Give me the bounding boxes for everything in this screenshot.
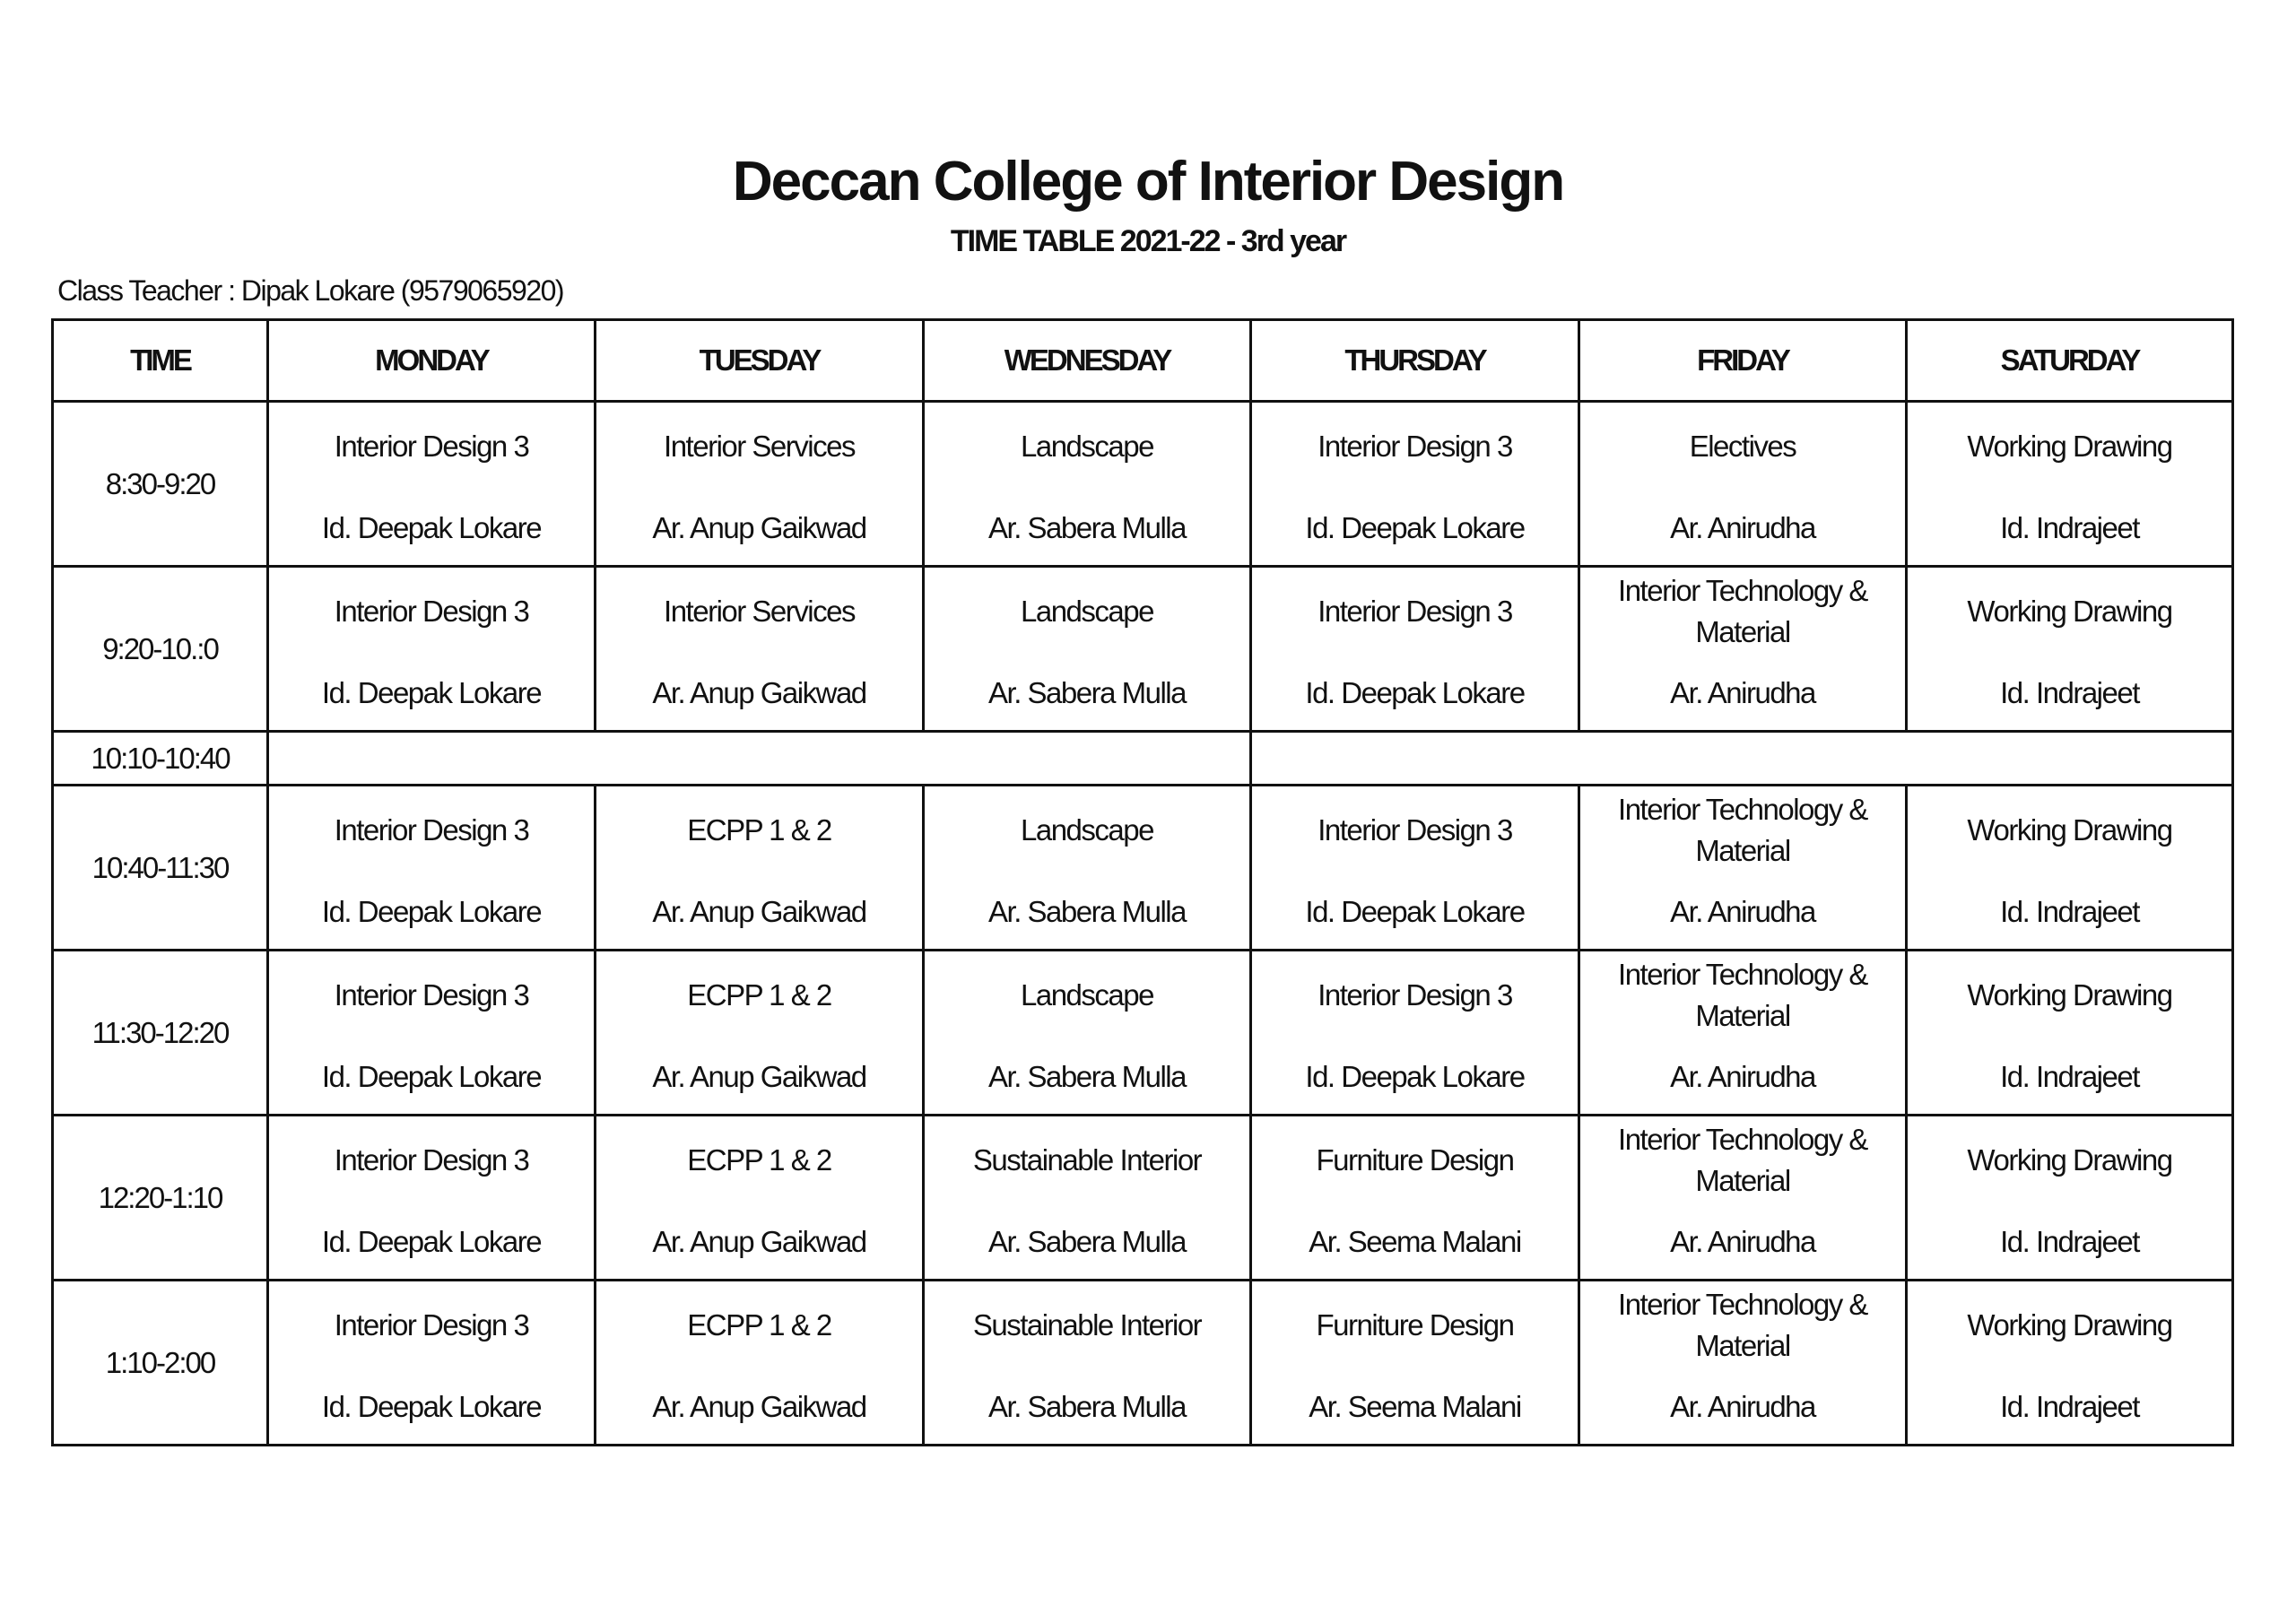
class-cell	[924, 402, 1251, 567]
subject: Interior Design 3	[1318, 812, 1512, 847]
class-cell	[596, 402, 924, 567]
faculty: Ar. Sabera Mulla	[988, 1060, 1186, 1093]
faculty: Id. Indrajeet	[2000, 1060, 2139, 1093]
faculty: Id. Deepak Lokare	[321, 511, 542, 544]
faculty: Id. Deepak Lokare	[321, 1390, 542, 1423]
time-slot: 1:10-2:00	[53, 1281, 268, 1446]
subject: Interior Technology & Material	[1618, 1287, 1867, 1362]
class-cell	[268, 951, 596, 1116]
break-cell	[1251, 732, 2233, 786]
subject: Landscape	[1021, 429, 1153, 463]
subject: Interior Design 3	[1318, 429, 1512, 463]
faculty: Ar. Anirudha	[1670, 1225, 1815, 1258]
subject: Interior Design 3	[334, 812, 529, 847]
faculty: Ar. Anirudha	[1670, 1390, 1815, 1423]
faculty: Ar. Anup Gaikwad	[652, 676, 866, 709]
faculty: Ar. Anup Gaikwad	[652, 511, 866, 544]
break-cell	[268, 732, 1251, 786]
faculty: Ar. Anirudha	[1670, 895, 1815, 928]
class-cell	[596, 1281, 924, 1446]
col-header-wednesday: WEDNESDAY	[924, 320, 1251, 402]
faculty: Ar. Sabera Mulla	[988, 1390, 1186, 1423]
subject: ECPP 1 & 2	[687, 1142, 831, 1177]
table-row	[53, 786, 2233, 951]
class-cell	[924, 1116, 1251, 1281]
subject: Interior Design 3	[334, 977, 529, 1012]
time-slot: 8:30-9:20	[53, 402, 268, 567]
class-cell	[1907, 1116, 2233, 1281]
subject: Interior Technology & Material	[1618, 957, 1867, 1032]
subject: Interior Technology & Material	[1618, 792, 1867, 867]
faculty: Id. Indrajeet	[2000, 895, 2139, 928]
class-cell	[1251, 786, 1579, 951]
faculty: Ar. Sabera Mulla	[988, 511, 1186, 544]
faculty: Id. Indrajeet	[2000, 676, 2139, 709]
subject: Furniture Design	[1316, 1307, 1514, 1342]
subject: ECPP 1 & 2	[687, 977, 831, 1012]
subject: Landscape	[1021, 812, 1153, 847]
class-cell	[1907, 951, 2233, 1116]
timetable	[51, 318, 2234, 1446]
class-cell	[924, 567, 1251, 732]
subject: Interior Design 3	[334, 429, 529, 463]
subject: Interior Design 3	[334, 1307, 529, 1342]
faculty: Ar. Sabera Mulla	[988, 676, 1186, 709]
subject: Interior Technology & Material	[1618, 1122, 1867, 1197]
table-row	[53, 1281, 2233, 1446]
faculty: Id. Deepak Lokare	[321, 895, 542, 928]
subject: Interior Services	[664, 429, 855, 463]
class-cell	[1579, 567, 1907, 732]
class-cell	[1579, 1116, 1907, 1281]
page-subtitle: TIME TABLE 2021-22 - 3rd year	[950, 224, 1346, 258]
class-cell	[1579, 786, 1907, 951]
subject: Working Drawing	[1967, 977, 2172, 1012]
col-header-time: TIME	[53, 320, 268, 402]
faculty: Id. Deepak Lokare	[1305, 511, 1525, 544]
col-header-tuesday: TUESDAY	[596, 320, 924, 402]
faculty: Id. Indrajeet	[2000, 1390, 2139, 1423]
page-title: Deccan College of Interior Design	[732, 151, 1564, 213]
subject: Interior Design 3	[334, 594, 529, 628]
break-row	[53, 732, 2233, 786]
faculty: Id. Indrajeet	[2000, 511, 2139, 544]
subject: Working Drawing	[1967, 812, 2172, 847]
faculty: Ar. Anup Gaikwad	[652, 895, 866, 928]
subject: ECPP 1 & 2	[687, 812, 831, 847]
class-cell	[1251, 951, 1579, 1116]
class-cell	[596, 951, 924, 1116]
class-cell	[1251, 567, 1579, 732]
class-cell	[596, 786, 924, 951]
col-header-saturday: SATURDAY	[1907, 320, 2233, 402]
subject: Working Drawing	[1967, 594, 2172, 628]
table-row	[53, 1116, 2233, 1281]
table-row	[53, 951, 2233, 1116]
class-cell	[268, 567, 596, 732]
subject: Sustainable Interior	[972, 1142, 1202, 1177]
col-header-friday: FRIDAY	[1579, 320, 1907, 402]
class-cell	[1579, 402, 1907, 567]
faculty: Id. Deepak Lokare	[321, 676, 542, 709]
subject: Interior Design 3	[1318, 594, 1512, 628]
faculty: Ar. Anup Gaikwad	[652, 1390, 866, 1423]
subject: Landscape	[1021, 977, 1153, 1012]
class-cell	[268, 1116, 596, 1281]
faculty: Id. Deepak Lokare	[1305, 676, 1525, 709]
subject: Working Drawing	[1967, 1142, 2172, 1177]
faculty: Ar. Anup Gaikwad	[652, 1060, 866, 1093]
time-slot: 10:40-11:30	[53, 786, 268, 951]
table-row	[53, 567, 2233, 732]
faculty: Id. Deepak Lokare	[1305, 1060, 1525, 1093]
col-header-monday: MONDAY	[268, 320, 596, 402]
subject: Interior Services	[664, 594, 855, 628]
faculty: Ar. Sabera Mulla	[988, 1225, 1186, 1258]
class-cell	[596, 567, 924, 732]
class-cell	[1907, 786, 2233, 951]
subject: Electives	[1689, 429, 1796, 463]
faculty: Ar. Anirudha	[1670, 676, 1815, 709]
class-cell	[268, 1281, 596, 1446]
class-cell	[268, 786, 596, 951]
class-cell	[596, 1116, 924, 1281]
subject: ECPP 1 & 2	[687, 1307, 831, 1342]
faculty: Id. Deepak Lokare	[321, 1225, 542, 1258]
class-cell	[1907, 402, 2233, 567]
class-cell	[924, 1281, 1251, 1446]
subject: Interior Design 3	[1318, 977, 1512, 1012]
time-slot: 9:20-10.:0	[53, 567, 268, 732]
subject: Furniture Design	[1316, 1142, 1514, 1177]
break-time: 10:10-10:40	[53, 732, 268, 786]
subject: Working Drawing	[1967, 1307, 2172, 1342]
faculty: Ar. Anirudha	[1670, 511, 1815, 544]
time-slot: 12:20-1:10	[53, 1116, 268, 1281]
subject: Landscape	[1021, 594, 1153, 628]
class-cell	[1251, 1281, 1579, 1446]
faculty: Ar. Sabera Mulla	[988, 895, 1186, 928]
class-cell	[1251, 1116, 1579, 1281]
class-teacher: Class Teacher : Dipak Lokare (9579065920)	[57, 274, 564, 307]
time-slot: 11:30-12:20	[53, 951, 268, 1116]
faculty: Ar. Anup Gaikwad	[652, 1225, 866, 1258]
class-cell	[1907, 567, 2233, 732]
class-cell	[1579, 951, 1907, 1116]
class-cell	[924, 786, 1251, 951]
class-cell	[268, 402, 596, 567]
faculty: Ar. Anirudha	[1670, 1060, 1815, 1093]
col-header-thursday: THURSDAY	[1251, 320, 1579, 402]
subject: Interior Design 3	[334, 1142, 529, 1177]
faculty: Ar. Seema Malani	[1309, 1225, 1521, 1258]
class-cell	[1907, 1281, 2233, 1446]
faculty: Id. Indrajeet	[2000, 1225, 2139, 1258]
table-row	[53, 402, 2233, 567]
class-cell	[1579, 1281, 1907, 1446]
subject: Interior Technology & Material	[1618, 573, 1867, 648]
class-cell	[924, 951, 1251, 1116]
faculty: Ar. Seema Malani	[1309, 1390, 1521, 1423]
faculty: Id. Deepak Lokare	[321, 1060, 542, 1093]
subject: Sustainable Interior	[972, 1307, 1202, 1342]
faculty: Id. Deepak Lokare	[1305, 895, 1525, 928]
subject: Working Drawing	[1967, 429, 2172, 463]
header-row	[53, 320, 2233, 402]
class-cell	[1251, 402, 1579, 567]
